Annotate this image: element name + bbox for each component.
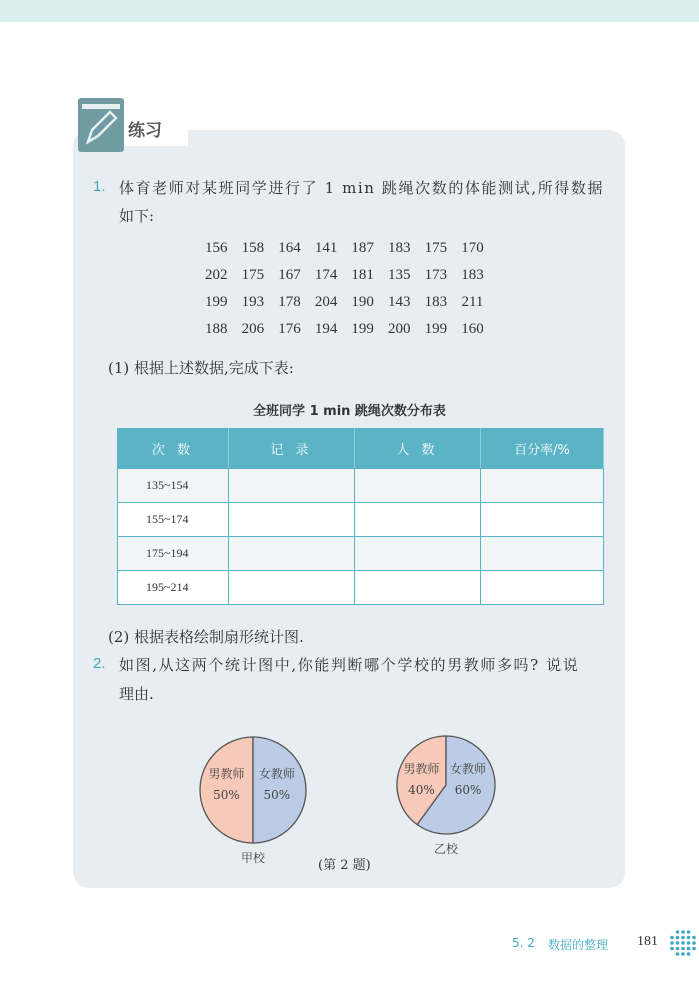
slice-label: 男教师 bbox=[208, 767, 245, 781]
section-title-footer: 数据的整理 bbox=[548, 938, 609, 952]
data-value: 160 bbox=[461, 321, 484, 337]
question-text: 体育老师对某班同学进行了 1 min 跳绳次数的体能测试,所得数据 bbox=[119, 179, 605, 197]
table-caption: 全班同学 1 min 跳绳次数分布表 bbox=[253, 404, 446, 419]
data-value: 181 bbox=[351, 267, 374, 283]
range-cell: 155~174 bbox=[118, 503, 229, 537]
data-value: 167 bbox=[278, 267, 301, 283]
data-value: 141 bbox=[314, 240, 338, 256]
data-value: 200 bbox=[388, 321, 411, 337]
question-text: 如下: bbox=[119, 207, 155, 225]
data-value: 188 bbox=[205, 321, 228, 337]
table-header: 人 数 bbox=[355, 429, 481, 469]
chart-title: 乙校 bbox=[433, 842, 459, 856]
slice-percent: 40% bbox=[408, 783, 435, 797]
data-value: 176 bbox=[278, 321, 301, 337]
data-value: 199 bbox=[424, 321, 448, 337]
table-header: 次 数 bbox=[118, 429, 229, 469]
data-value: 211 bbox=[461, 294, 484, 310]
data-value: 178 bbox=[278, 294, 301, 310]
dot-pattern-icon bbox=[664, 928, 698, 958]
data-value: 194 bbox=[314, 321, 338, 337]
data-value: 135 bbox=[388, 267, 411, 283]
data-value: 156 bbox=[205, 240, 228, 256]
question-number: 2. bbox=[93, 655, 106, 672]
range-cell: 135~154 bbox=[118, 469, 229, 503]
data-value: 202 bbox=[205, 267, 228, 283]
page-number: 181 bbox=[637, 934, 658, 949]
data-value: 164 bbox=[278, 240, 301, 256]
figure-caption: (第 2 题) bbox=[318, 858, 371, 873]
data-value: 199 bbox=[205, 294, 228, 310]
table-header: 记 录 bbox=[229, 429, 355, 469]
data-value: 173 bbox=[424, 267, 448, 283]
table-header: 百分率/% bbox=[481, 429, 604, 469]
question-text: 理由. bbox=[119, 685, 154, 703]
data-value: 183 bbox=[388, 240, 411, 256]
data-value: 175 bbox=[424, 240, 448, 256]
range-cell: 175~194 bbox=[118, 537, 229, 571]
range-cell: 195~214 bbox=[118, 571, 229, 605]
section-number: 5. 2 bbox=[512, 936, 535, 950]
slice-percent: 50% bbox=[213, 788, 240, 802]
data-value: 187 bbox=[351, 240, 374, 256]
slice-label: 男教师 bbox=[403, 762, 440, 776]
data-value: 190 bbox=[351, 294, 374, 310]
section-title: 练习 bbox=[124, 116, 188, 146]
slice-percent: 60% bbox=[454, 783, 482, 797]
subquestion: (2) 根据表格绘制扇形统计图. bbox=[108, 628, 304, 646]
data-value: 204 bbox=[314, 294, 338, 310]
data-value: 183 bbox=[461, 267, 484, 283]
subquestion: (1) 根据上述数据,完成下表: bbox=[108, 359, 294, 377]
slice-percent: 50% bbox=[263, 788, 291, 802]
question-number: 1. bbox=[93, 178, 106, 195]
data-value: 170 bbox=[461, 240, 484, 256]
data-value: 175 bbox=[241, 267, 265, 283]
data-value: 199 bbox=[351, 321, 374, 337]
chart-title: 甲校 bbox=[240, 851, 266, 865]
slice-label: 女教师 bbox=[450, 762, 487, 776]
data-value: 206 bbox=[241, 321, 265, 337]
data-value: 183 bbox=[424, 294, 448, 310]
data-value: 174 bbox=[314, 267, 338, 283]
data-value: 158 bbox=[241, 240, 265, 256]
data-value: 193 bbox=[241, 294, 265, 310]
data-value: 143 bbox=[388, 294, 411, 310]
question-text: 如图,从这两个统计图中,你能判断哪个学校的男教师多吗? 说说 bbox=[119, 656, 580, 674]
slice-label: 女教师 bbox=[258, 767, 295, 781]
